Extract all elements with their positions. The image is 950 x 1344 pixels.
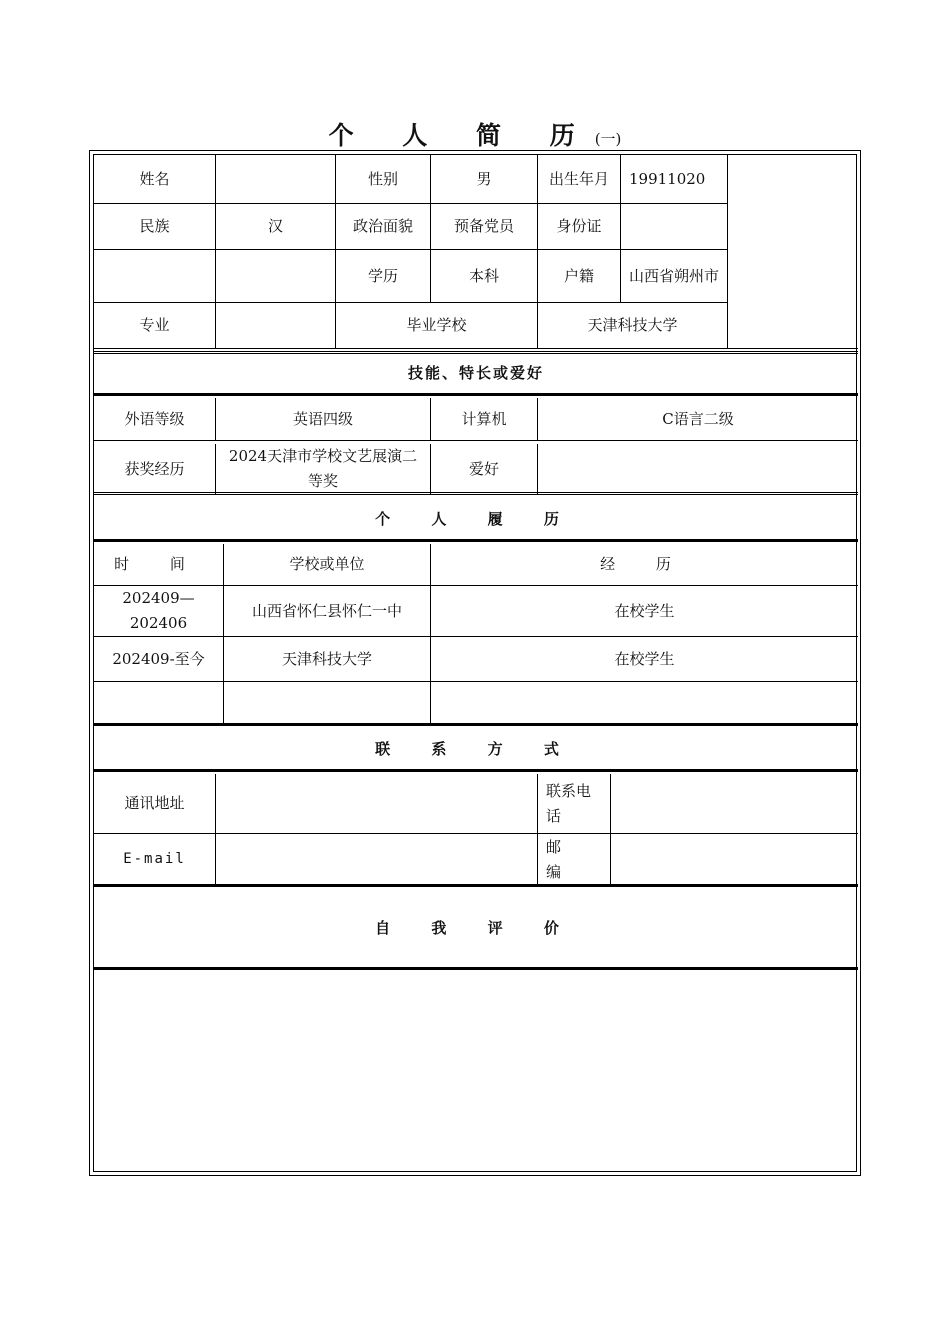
history-row-2-unit[interactable]: 天津科技大学: [224, 637, 431, 682]
birth-label: 出生年月: [538, 155, 621, 204]
birth-value[interactable]: 19911020: [621, 155, 728, 204]
major-value[interactable]: [216, 303, 336, 349]
zip-value[interactable]: [611, 834, 858, 886]
computer-label: 计算机: [431, 398, 538, 441]
divider-skills-end: [94, 492, 858, 495]
blank-label: [94, 250, 216, 303]
award-value[interactable]: 2024天津市学校文艺展演二等奖: [216, 444, 431, 495]
photo-area[interactable]: [728, 155, 858, 349]
divider-skills-header: [94, 393, 858, 396]
school-value[interactable]: 天津科技大学: [538, 303, 728, 349]
history-col-unit: 学校或单位: [224, 544, 431, 586]
history-row-1-exp[interactable]: 在校学生: [431, 586, 858, 637]
divider-self-eval-header: [94, 967, 858, 970]
blank-value[interactable]: [216, 250, 336, 303]
lang-label: 外语等级: [94, 398, 216, 441]
history-row-1-unit[interactable]: 山西省怀仁县怀仁一中: [224, 586, 431, 637]
email-value[interactable]: [216, 834, 538, 886]
gender-value[interactable]: 男: [431, 155, 538, 204]
history-header-text: 个 人 履 历: [375, 509, 577, 528]
resume-frame: [89, 150, 861, 1176]
history-row-3-exp[interactable]: [431, 682, 858, 725]
id-value[interactable]: [621, 204, 728, 250]
history-row-2-exp[interactable]: 在校学生: [431, 637, 858, 682]
edu-value[interactable]: 本科: [431, 250, 538, 303]
history-header: [94, 498, 858, 541]
edu-label: 学历: [336, 250, 431, 303]
self-eval-header-text: 自 我 评 价: [375, 919, 577, 937]
history-row-1-time[interactable]: 202409—202406: [94, 586, 224, 637]
history-col-exp-text: 经 历: [600, 555, 689, 573]
history-row-3-unit[interactable]: [224, 682, 431, 725]
address-label: 通讯地址: [94, 774, 216, 834]
email-label: E-mail: [94, 834, 216, 886]
self-eval-header: [94, 889, 858, 969]
phone-label: 联系电话: [538, 774, 611, 834]
hukou-value[interactable]: 山西省朔州市: [621, 250, 728, 303]
skills-header: 技能、特长或爱好: [94, 352, 858, 395]
hukou-label: 户籍: [538, 250, 621, 303]
school-label: 毕业学校: [336, 303, 538, 349]
divider-contact-header: [94, 769, 858, 772]
contact-header-text: 联 系 方 式: [375, 739, 577, 758]
self-eval-content[interactable]: [94, 972, 858, 1171]
phone-value[interactable]: [611, 774, 858, 834]
history-col-time: [94, 544, 224, 586]
political-value[interactable]: 预备党员: [431, 204, 538, 250]
major-label: 专业: [94, 303, 216, 349]
history-row-2-time[interactable]: 202409-至今: [94, 637, 224, 682]
award-label: 获奖经历: [94, 444, 216, 495]
divider-history-header: [94, 539, 858, 542]
ethnicity-label: 民族: [94, 204, 216, 250]
history-col-exp: [431, 544, 858, 586]
name-label: 姓名: [94, 155, 216, 204]
hobby-value[interactable]: [538, 444, 858, 495]
divider-history-end: [94, 723, 858, 726]
title-suffix: (一): [594, 130, 622, 148]
political-label: 政治面貌: [336, 204, 431, 250]
lang-value[interactable]: 英语四级: [216, 398, 431, 441]
computer-value[interactable]: C语言二级: [538, 398, 858, 441]
name-value[interactable]: [216, 155, 336, 204]
id-label: 身份证: [538, 204, 621, 250]
zip-label-text: 邮编: [546, 837, 562, 881]
divider-contact-end: [94, 884, 858, 887]
history-row-3-time[interactable]: [94, 682, 224, 725]
resume-table: [93, 154, 857, 1172]
hobby-label: 爱好: [431, 444, 538, 495]
title-main: 个 人 简 历: [328, 121, 595, 150]
zip-label: [538, 834, 611, 886]
history-col-time-text: 时 间: [114, 555, 203, 573]
gender-label: 性别: [336, 155, 431, 204]
ethnicity-value[interactable]: 汉: [216, 204, 336, 250]
address-value[interactable]: [216, 774, 538, 834]
contact-header: [94, 728, 858, 771]
